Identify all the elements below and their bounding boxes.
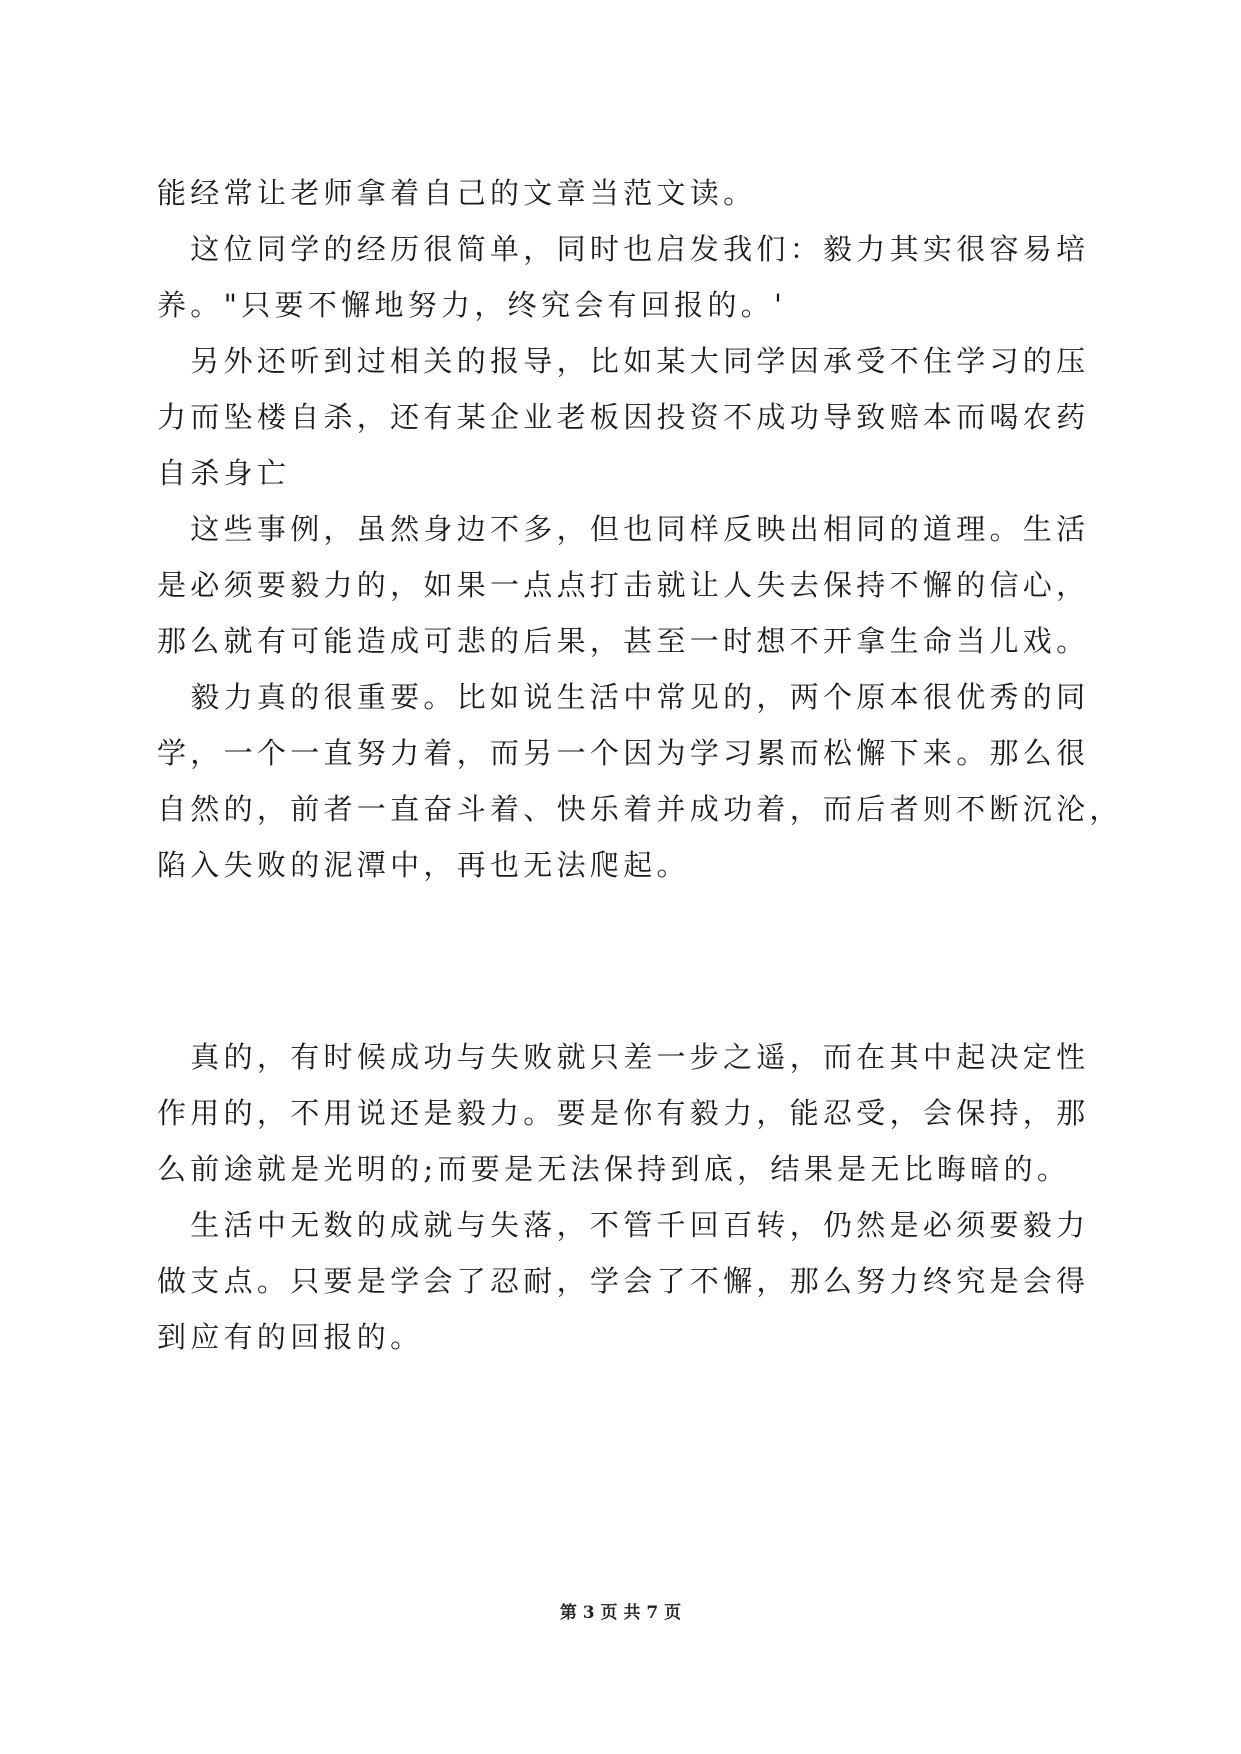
text-line: 能经常让老师拿着自己的文章当范文读。	[157, 176, 757, 210]
text-line: 另外还听到过相关的报导，比如某大同学因承受不住学习的压	[157, 344, 1090, 378]
text-line: 毅力真的很重要。比如说生活中常见的，两个原本很优秀的同	[157, 680, 1090, 714]
text-line: 学，一个一直努力着，而另一个因为学习累而松懈下来。那么很	[157, 736, 1090, 770]
text-line: 到应有的回报的。	[157, 1320, 424, 1354]
text-line: 作用的，不用说还是毅力。要是你有毅力，能忍受，会保持，那	[157, 1096, 1090, 1130]
text-line: 生活中无数的成就与失落，不管千回百转，仍然是必须要毅力	[157, 1208, 1090, 1242]
text-line: 那么就有可能造成可悲的后果，甚至一时想不开拿生命当儿戏。	[157, 624, 1090, 658]
text-line: 这位同学的经历很简单，同时也启发我们：毅力其实很容易培	[157, 232, 1090, 266]
text-line: 这些事例，虽然身边不多，但也同样反映出相同的道理。生活	[157, 512, 1090, 546]
text-line: 力而坠楼自杀，还有某企业老板因投资不成功导致赔本而喝农药	[157, 400, 1090, 434]
text-line: 陷入失败的泥潭中，再也无法爬起。	[157, 848, 690, 882]
page-number-footer: 第 3 页 共 7 页	[559, 1603, 682, 1623]
text-line: 么前途就是光明的;而要是无法保持到底，结果是无比晦暗的。	[157, 1152, 1071, 1186]
text-line: 做支点。只要是学会了忍耐，学会了不懈，那么努力终究是会得	[157, 1264, 1090, 1298]
text-line: 自然的，前者一直奋斗着、快乐着并成功着，而后者则不断沉沦，	[157, 792, 1123, 826]
text-line: 养。"只要不懈地努力，终究会有回报的。'	[157, 288, 787, 322]
text-line: 是必须要毅力的，如果一点点打击就让人失去保持不懈的信心，	[157, 568, 1090, 602]
text-line: 真的，有时候成功与失败就只差一步之遥，而在其中起决定性	[157, 1040, 1090, 1074]
text-line: 自杀身亡	[157, 456, 291, 490]
